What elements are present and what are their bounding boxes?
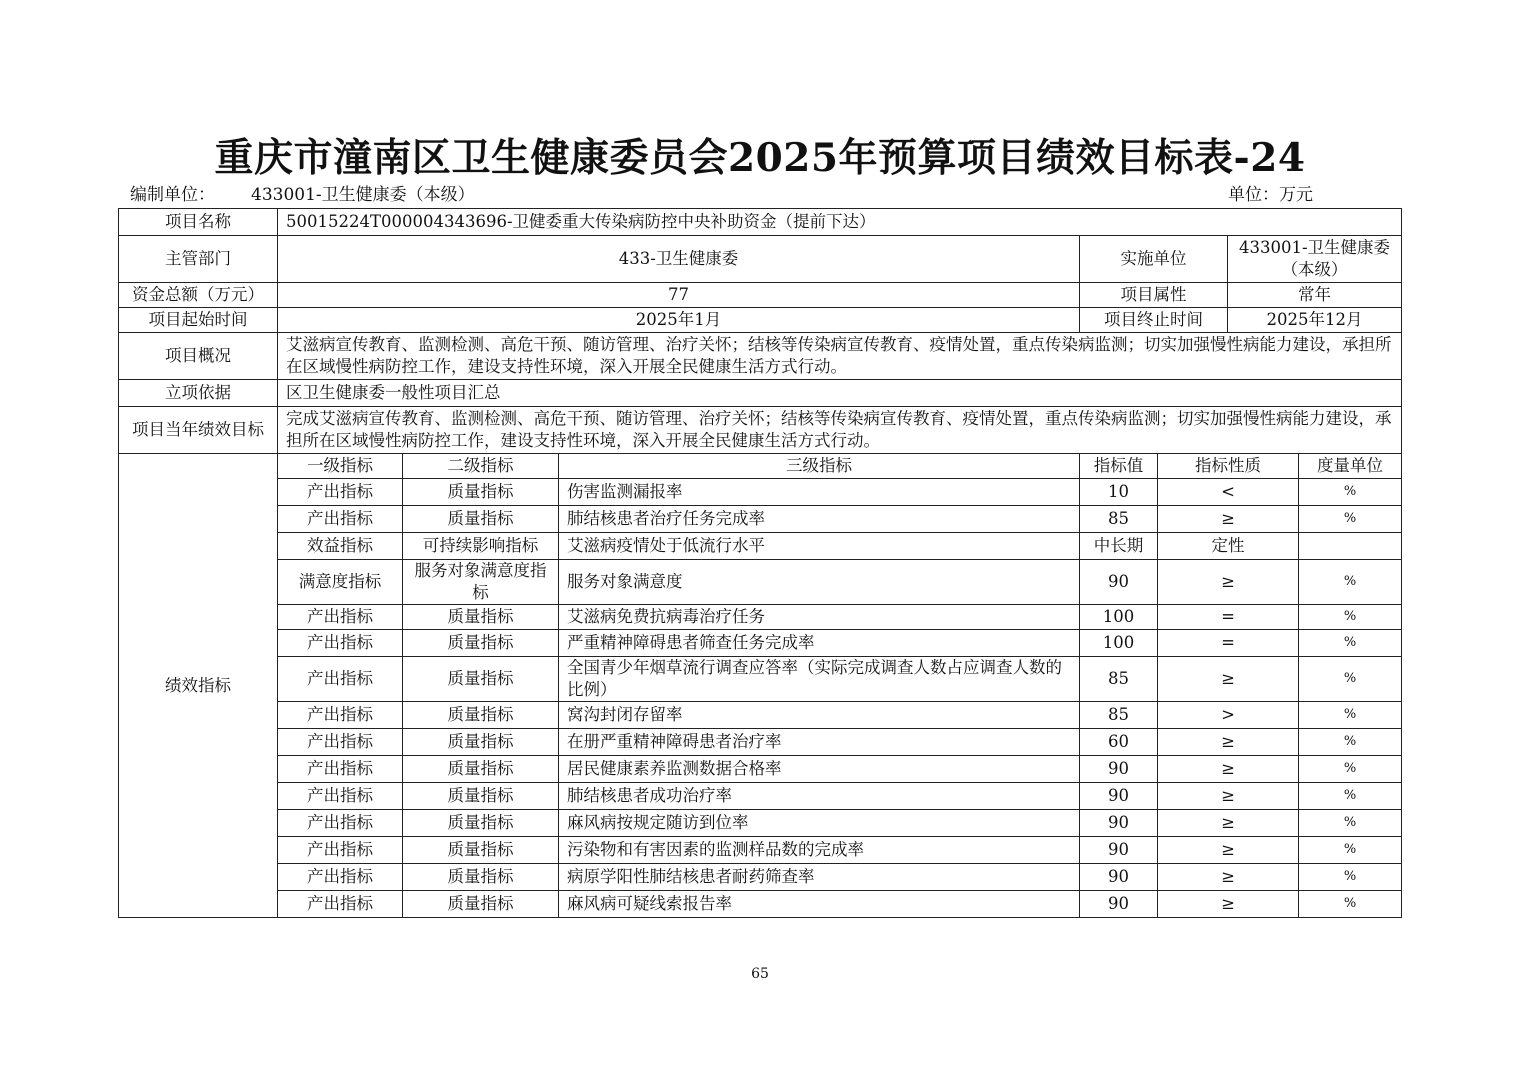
indicator-value: 10	[1080, 479, 1158, 506]
compiling-unit-label: 编制单位：	[130, 185, 215, 205]
row-project-name	[119, 209, 1402, 236]
indicator-level1: 产出指标	[278, 837, 403, 864]
indicator-nature: ≥	[1158, 837, 1299, 864]
indicator-row	[119, 605, 1402, 630]
indicator-unit: %	[1299, 630, 1402, 657]
department-label: 主管部门	[119, 236, 278, 283]
project-name-value: 50015224T000004343696-卫健委重大传染病防控中央补助资金（提前下达）	[278, 209, 1402, 236]
indicator-level2: 质量指标	[403, 657, 559, 702]
indicator-row	[119, 756, 1402, 783]
department-value: 433-卫生健康委	[278, 236, 1080, 283]
indicator-nature: ≥	[1158, 810, 1299, 837]
indicator-level3: 在册严重精神障碍患者治疗率	[559, 729, 1080, 756]
indicator-unit: %	[1299, 783, 1402, 810]
indicator-level3: 伤害监测漏报率	[559, 479, 1080, 506]
header-level2: 二级指标	[403, 454, 559, 479]
implementing-unit-value-line1: 433001-卫生健康委	[1238, 238, 1391, 257]
currency-unit: 单位：万元	[1228, 185, 1313, 205]
indicator-header-row	[119, 454, 1402, 479]
indicator-unit: %	[1299, 810, 1402, 837]
indicator-row	[119, 702, 1402, 729]
indicator-value: 中长期	[1080, 533, 1158, 560]
basis-value: 区卫生健康委一般性项目汇总	[278, 380, 1402, 407]
indicator-level2: 质量指标	[403, 479, 559, 506]
indicator-level2: 质量指标	[403, 756, 559, 783]
indicator-level3: 肺结核患者治疗任务完成率	[559, 506, 1080, 533]
indicator-row	[119, 729, 1402, 756]
indicator-level3: 窝沟封闭存留率	[559, 702, 1080, 729]
indicator-value: 90	[1080, 891, 1158, 918]
indicator-nature: ≥	[1158, 783, 1299, 810]
indicator-row	[119, 560, 1402, 605]
header-level3: 三级指标	[559, 454, 1080, 479]
row-overview	[119, 333, 1402, 380]
indicator-level1: 满意度指标	[278, 560, 403, 605]
indicator-value: 90	[1080, 560, 1158, 605]
indicator-level1: 产出指标	[278, 810, 403, 837]
indicator-level1: 产出指标	[278, 864, 403, 891]
start-time-value: 2025年1月	[278, 308, 1080, 333]
indicator-level3: 麻风病按规定随访到位率	[559, 810, 1080, 837]
indicator-level3: 严重精神障碍患者筛查任务完成率	[559, 630, 1080, 657]
indicator-unit: %	[1299, 702, 1402, 729]
indicator-level2: 质量指标	[403, 506, 559, 533]
indicator-row	[119, 864, 1402, 891]
page-title: 重庆市潼南区卫生健康委员会2025年预算项目绩效目标表-24	[214, 135, 1306, 181]
indicator-level3: 服务对象满意度	[559, 560, 1080, 605]
overview-value: 艾滋病宣传教育、监测检测、高危干预、随访管理、治疗关怀；结核等传染病宣传教育、疫情处置，重点传染病监测；切实加强慢性病能力建设，承担所在区域慢性病防控工作，建设支持性环境，深入开展全民健康生活方式行动。	[278, 333, 1402, 380]
indicator-level3: 病原学阳性肺结核患者耐药筛查率	[559, 864, 1080, 891]
implementing-unit-value	[1228, 236, 1402, 283]
indicator-level2: 质量指标	[403, 630, 559, 657]
indicator-level2: 质量指标	[403, 864, 559, 891]
page-number: 65	[751, 966, 769, 982]
row-dates	[119, 308, 1402, 333]
indicator-level1: 产出指标	[278, 783, 403, 810]
indicator-nature: 定性	[1158, 533, 1299, 560]
row-fund	[119, 283, 1402, 308]
indicator-value: 90	[1080, 810, 1158, 837]
indicator-nature: >	[1158, 702, 1299, 729]
annual-goal-label: 项目当年绩效目标	[119, 407, 278, 454]
indicator-unit: %	[1299, 864, 1402, 891]
indicator-nature: ≥	[1158, 560, 1299, 605]
implementing-unit-label: 实施单位	[1080, 236, 1228, 283]
indicator-row	[119, 506, 1402, 533]
annual-goal-value: 完成艾滋病宣传教育、监测检测、高危干预、随访管理、治疗关怀；结核等传染病宣传教育、疫情处置，重点传染病监测；切实加强慢性病能力建设，承担所在区域慢性病防控工作，建设支持性环境，深入开展全民健康生活方式行动。	[278, 407, 1402, 454]
indicator-level1: 产出指标	[278, 702, 403, 729]
indicator-unit: %	[1299, 657, 1402, 702]
indicator-value: 85	[1080, 657, 1158, 702]
row-department	[119, 236, 1402, 283]
indicator-nature: ≥	[1158, 729, 1299, 756]
project-attribute-value: 常年	[1228, 283, 1402, 308]
indicator-value: 90	[1080, 783, 1158, 810]
indicator-level1: 产出指标	[278, 891, 403, 918]
indicator-level2: 质量指标	[403, 783, 559, 810]
indicator-unit: %	[1299, 756, 1402, 783]
performance-indicators-label: 绩效指标	[119, 454, 278, 918]
end-time-value: 2025年12月	[1228, 308, 1402, 333]
indicator-unit: %	[1299, 506, 1402, 533]
indicator-level1: 产出指标	[278, 479, 403, 506]
row-basis	[119, 380, 1402, 407]
indicator-level1: 产出指标	[278, 506, 403, 533]
indicator-value: 90	[1080, 756, 1158, 783]
indicator-nature: =	[1158, 605, 1299, 630]
indicator-value: 90	[1080, 837, 1158, 864]
indicator-value: 100	[1080, 605, 1158, 630]
header-value: 指标值	[1080, 454, 1158, 479]
indicator-nature: ≥	[1158, 891, 1299, 918]
basis-label: 立项依据	[119, 380, 278, 407]
indicator-level3: 艾滋病免费抗病毒治疗任务	[559, 605, 1080, 630]
indicator-level2: 服务对象满意度指标	[403, 560, 559, 605]
indicator-value: 85	[1080, 506, 1158, 533]
indicator-level1: 产出指标	[278, 756, 403, 783]
indicator-level2: 质量指标	[403, 810, 559, 837]
indicator-value: 60	[1080, 729, 1158, 756]
indicator-nature: ≥	[1158, 506, 1299, 533]
end-time-label: 项目终止时间	[1080, 308, 1228, 333]
indicator-level3: 艾滋病疫情处于低流行水平	[559, 533, 1080, 560]
indicator-nature: ≥	[1158, 864, 1299, 891]
header-nature: 指标性质	[1158, 454, 1299, 479]
indicator-level3: 污染物和有害因素的监测样品数的完成率	[559, 837, 1080, 864]
performance-target-table	[118, 208, 1402, 918]
indicator-nature: =	[1158, 630, 1299, 657]
indicator-level1: 产出指标	[278, 657, 403, 702]
indicator-level3: 全国青少年烟草流行调查应答率（实际完成调查人数占应调查人数的比例）	[559, 657, 1080, 702]
indicator-nature: <	[1158, 479, 1299, 506]
compiling-unit-value: 433001-卫生健康委（本级）	[251, 185, 475, 205]
indicator-level1: 效益指标	[278, 533, 403, 560]
fund-total-label: 资金总额（万元）	[119, 283, 278, 308]
indicator-nature: ≥	[1158, 756, 1299, 783]
project-name-label: 项目名称	[119, 209, 278, 236]
header-level1: 一级指标	[278, 454, 403, 479]
implementing-unit-value-line2: （本级）	[1281, 260, 1348, 279]
indicator-level2: 可持续影响指标	[403, 533, 559, 560]
indicator-value: 85	[1080, 702, 1158, 729]
indicator-row	[119, 837, 1402, 864]
indicator-value: 90	[1080, 864, 1158, 891]
indicator-nature: ≥	[1158, 657, 1299, 702]
indicator-level1: 产出指标	[278, 729, 403, 756]
indicator-level3: 居民健康素养监测数据合格率	[559, 756, 1080, 783]
indicator-row	[119, 630, 1402, 657]
indicator-level1: 产出指标	[278, 630, 403, 657]
indicator-row	[119, 891, 1402, 918]
indicator-unit: %	[1299, 891, 1402, 918]
indicator-level2: 质量指标	[403, 729, 559, 756]
indicator-row	[119, 783, 1402, 810]
indicator-row	[119, 657, 1402, 702]
overview-label: 项目概况	[119, 333, 278, 380]
indicator-row	[119, 479, 1402, 506]
indicator-level2: 质量指标	[403, 702, 559, 729]
indicator-level3: 肺结核患者成功治疗率	[559, 783, 1080, 810]
fund-total-value: 77	[278, 283, 1080, 308]
header-unit: 度量单位	[1299, 454, 1402, 479]
project-attribute-label: 项目属性	[1080, 283, 1228, 308]
indicator-unit: %	[1299, 729, 1402, 756]
indicator-unit	[1299, 533, 1402, 560]
indicator-unit: %	[1299, 605, 1402, 630]
indicator-unit: %	[1299, 479, 1402, 506]
start-time-label: 项目起始时间	[119, 308, 278, 333]
indicator-level1: 产出指标	[278, 605, 403, 630]
indicator-row	[119, 533, 1402, 560]
indicator-level2: 质量指标	[403, 605, 559, 630]
indicator-unit: %	[1299, 837, 1402, 864]
compiling-unit	[130, 184, 475, 206]
indicator-level2: 质量指标	[403, 891, 559, 918]
row-annual-goal	[119, 407, 1402, 454]
indicator-unit: %	[1299, 560, 1402, 605]
indicator-value: 100	[1080, 630, 1158, 657]
indicator-row	[119, 810, 1402, 837]
indicator-level2: 质量指标	[403, 837, 559, 864]
indicator-level3: 麻风病可疑线索报告率	[559, 891, 1080, 918]
